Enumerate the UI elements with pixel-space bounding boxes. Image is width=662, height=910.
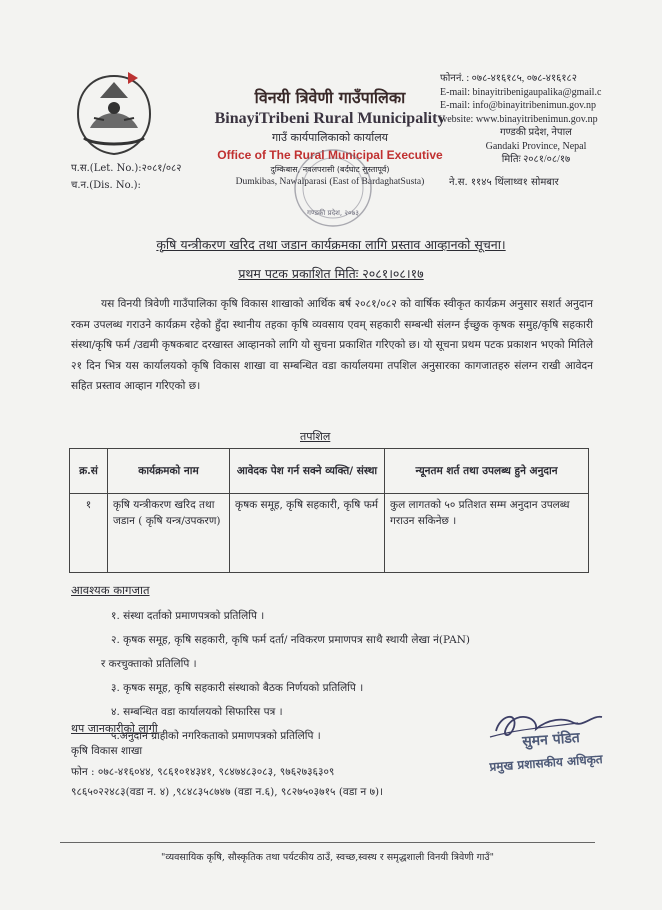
email-secondary: E-mail: info@binayitribenimun.gov.np — [440, 100, 597, 111]
list-item: २. कृषक समूह, कृषि सहकारी, कृषि फर्म दर्ता/ नविकरण प्रमाणपत्र साथै स्थायी लेखा नं(PAN) — [111, 634, 470, 646]
nepal-sambat-date: ने.स. ११४५ थिंलाथ्व१ सोमबार — [449, 177, 559, 188]
list-item: ४. सम्बन्धित वडा कार्यालयको सिफारिस पत्र । — [111, 706, 283, 718]
list-item: ५.अनुदान ग्राहीको नगरिकताको प्रमाणपत्रको प्रतिलिपि । — [111, 730, 321, 742]
cell-applicant: कृषक समूह, कृषि सहकारी, कृषि फर्म — [230, 494, 385, 573]
col-header-conditions: न्यूनतम शर्त तथा उपलब्ध हुने अनुदान — [385, 449, 589, 494]
cell-sn: १ — [70, 494, 108, 573]
footer-divider — [60, 842, 595, 843]
col-header-sn: क्र.सं — [70, 449, 108, 494]
requirements-list — [101, 604, 470, 748]
notice-paragraph: यस विनयी त्रिवेणी गाउँपालिका कृषि विकास शाखाको आर्थिक बर्ष २०८१/०८२ को वार्षिक स्वीकृत कार्यक्रम अनुसार सशर्त अनुदान रकम उपलब्ध गराउने कार्यक्रम रहेको हुँदा स्थानीय तहका कृषि व्यवसाय एवम् सहकारी सम्बन्धी संलग्न ईच्छुक कृषक समुह/कृषि सहकारी संस्था/कृषि फर्म /उद्यमी कृषकबाट दरखास्त आव्हानको लागि यो सुचना प्रकाशित गरिएको छ। यो सूचना प्रथम पटक प्रकाशन भएको मितिले २१ दिन भित्र यस कार्यालयको कृषि विकास शाखा वा सम्बन्धित वडा कार्यालयमा तपशिल अनुसारका कागजातहरु संलग्न राखी आवेदन सहित प्रस्ताव आव्हान गरिएको छ। — [71, 298, 593, 392]
office-name-en: Office of The Rural Municipal Executive — [217, 148, 443, 162]
table-row — [70, 494, 589, 573]
email-primary: E-mail: binayitribenigaupalika@gmail.c — [440, 86, 602, 98]
signatory-name: सुमन पंडित — [521, 730, 581, 750]
list-item: ३. कृषक समूह, कृषि सहकारी संस्थाको बैठक निर्णयको प्रतिलिपि । — [111, 682, 364, 694]
stamp-text: गण्डकी प्रदेश, २०७३ — [307, 209, 359, 217]
address-np: दुम्किबास, नवलपरासी (बर्दघाट सुस्तापूर्व) — [270, 165, 390, 174]
contact-phones-1: फोन : ०७८-४१६०४४, ९८६१०१४३४१, ९८४७४८३०८३, ९७६२७३६३०९ — [71, 765, 335, 778]
publish-date: प्रथम पटक प्रकाशित मितिः २०८१।०८।१७ — [238, 266, 424, 281]
municipality-name-np: विनयी त्रिवेणी गाउँपालिका — [254, 88, 406, 107]
address-en: Dumkibas, Nawalparasi (East of BardaghatSusta) — [235, 177, 425, 187]
website: website: www.binayitribenimun.gov.np — [440, 113, 598, 125]
contact-block — [440, 72, 662, 167]
footer-slogan: "व्यवसायिक कृषि, सौस्कृतिक तथा पर्यटकीय ठाउँ, स्वच्छ,स्वस्थ र समृद्धशाली विनयी त्रिवेणी गाउँ" — [161, 852, 494, 863]
nepal-emblem-icon — [70, 68, 158, 160]
letter-date: मितिः २०८१/०८/१७ — [501, 154, 571, 165]
office-name-np: गाउँ कार्यपालिकाको कार्यालय — [271, 131, 389, 144]
reference-numbers — [71, 160, 181, 194]
letter-number: प.स.(Let. No.):२०८१/०८२ — [71, 163, 182, 174]
office-stamp — [288, 143, 378, 233]
table-caption: तपशिल — [300, 430, 331, 443]
municipality-name-en: BinayiTribeni Rural Municipality — [214, 110, 446, 127]
province-np: गण्डकी प्रदेश, नेपाल — [500, 127, 572, 138]
cell-program: कृषि यन्त्रीकरण खरिद तथा जडान ( कृषि यन्त्र/उपकरण) — [108, 494, 230, 573]
more-info-title: थप जानकारीको लागी — [71, 722, 158, 735]
contact-section: कृषि विकास शाखा — [71, 745, 143, 757]
notice-subject: कृषि यन्त्रीकरण खरिद तथा जडान कार्यक्रमका लागि प्रस्ताव आव्हानको सूचना। — [156, 237, 506, 252]
list-item: १. संस्था दर्ताको प्रमाणपत्रको प्रतिलिपि । — [111, 610, 265, 622]
col-header-applicant: आवेदक पेश गर्न सक्ने व्यक्ति/ संस्था — [230, 449, 385, 494]
dispatch-number: च.न.(Dis. No.): — [71, 180, 141, 191]
list-item: र करचुक्ताको प्रतिलिपि । — [101, 658, 197, 670]
details-table — [69, 448, 589, 573]
cell-conditions: कुल लागतको ५० प्रतिशत सम्म अनुदान उपलब्ध गराउन सकिनेछ । — [385, 494, 589, 573]
contact-phones-2: ९८६५०२२४८३(वडा न. ४) ,९८४८३५८७४७ (वडा न.६), ९८२७५०३७१५ (वडा न ७)। — [71, 786, 384, 798]
col-header-program: कार्यक्रमको नाम — [108, 449, 230, 494]
phone-numbers: फोननं. : ०७८-४१६१८५, ०७८-४१६१८२ — [440, 73, 577, 84]
more-info-body — [71, 741, 383, 803]
province-en: Gandaki Province, Nepal — [485, 140, 587, 152]
requirements-title: आवश्यक कागजात — [71, 583, 150, 597]
table-header-row — [70, 449, 589, 494]
signatory-title: प्रमुख प्रशासकीय अधिकृत — [488, 752, 604, 774]
